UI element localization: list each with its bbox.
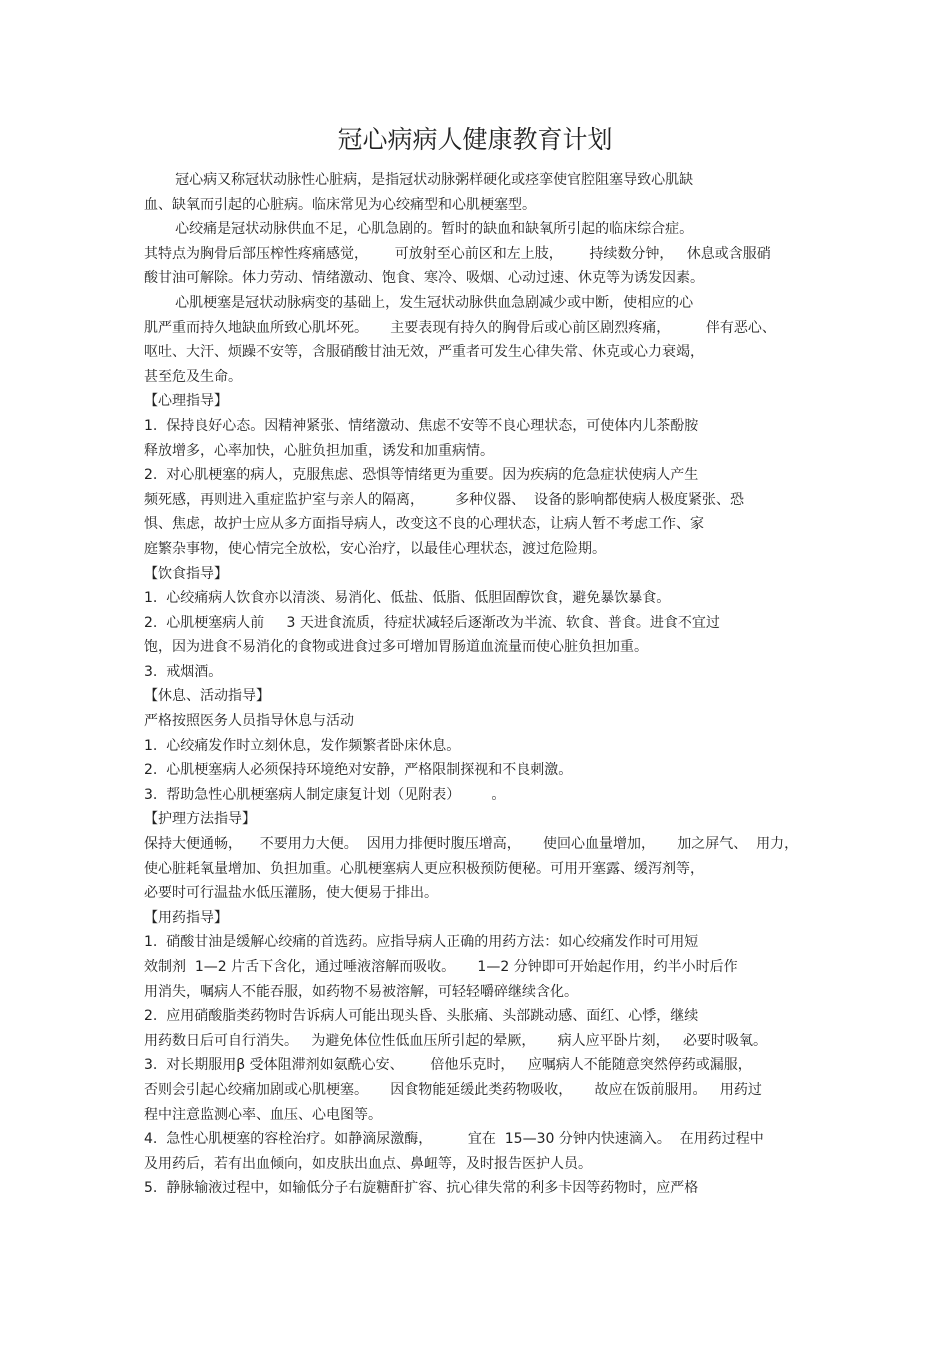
body-text-line: 庭繁杂事物，使心情完全放松，安心治疗，以最佳心理状态，渡过危险期。 [144,540,606,557]
body-text-line: 必要时可行温盐水低压灌肠，使大便易于排出。 [144,885,438,902]
body-text-line: 2. 心肌梗塞病人前 3 天进食流质，待症状减轻后逐渐改为半流、软食、普食。进食不宜过 [144,614,720,631]
body-text-line: 1. 心绞痛发作时立刻休息，发作频繁者卧床休息。 [144,737,461,754]
body-text-line: 3. 对长期服用β 受体阻滞剂如氨酰心安、 倍他乐克时， 应嘱病人不能随意突然停药或漏服， [144,1057,752,1074]
body-text-line: 程中注意监测心率、血压、心电图等。 [144,1106,382,1123]
section-heading: 【休息、活动指导】 [144,688,270,705]
body-text-line: 肌严重而持久地缺血所致心肌坏死。 主要表现有持久的胸骨后或心前区剧烈疼痛， 伴有恶心、 [144,319,776,336]
body-text-line: 保持大便通畅， 不要用力大便。 因用力排便时腹压增高， 使回心血量增加， 加之屏气、 用力， [144,836,799,853]
body-text-line: 效制剂 1—2 片舌下含化，通过唾液溶解而吸收。 1—2 分钟即可开始起作用，约半小时后作 [144,959,738,975]
body-text-line: 甚至危及生命。 [144,368,242,385]
document-body [144,168,814,1201]
body-text-line: 2. 应用硝酸脂类药物时告诉病人可能出现头昏、头胀痛、头部跳动感、面红、心悸，继续 [144,1008,699,1025]
body-text-line: 5. 静脉输液过程中，如输低分子右旋糖酐扩容、抗心律失常的利多卡因等药物时，应严格 [144,1180,699,1197]
section-heading: 【用药指导】 [144,909,228,926]
body-text-line: 2. 对心肌梗塞的病人，克服焦虑、恐惧等情绪更为重要。因为疾病的危急症状使病人产生 [144,467,699,484]
body-text-line: 4. 急性心肌梗塞的容栓治疗。如静滴尿激酶， 宜在 15—30 分钟内快速滴入。 在用药过程中 [144,1131,764,1148]
body-text-line: 1. 硝酸甘油是缓解心绞痛的首选药。应指导病人正确的用药方法：如心绞痛发作时可用短 [144,934,699,951]
body-text-line: 使心脏耗氧量增加、负担加重。心肌梗塞病人更应积极预防便秘。可用开塞露、缓泻剂等， [144,860,704,877]
body-text-line: 饱，因为进食不易消化的食物或进食过多可增加胃肠道血流量而使心脏负担加重。 [144,639,648,656]
body-text-line: 血、缺氧而引起的心脏病。临床常见为心绞痛型和心肌梗塞型。 [144,196,536,213]
body-text-line: 否则会引起心绞痛加剧或心肌梗塞。 因食物能延缓此类药物吸收， 故应在饭前服用。 用药过 [144,1081,762,1098]
body-text-line: 呕吐、大汗、烦躁不安等，含服硝酸甘油无效，严重者可发生心律失常、休克或心力衰竭， [144,344,704,361]
body-text-line: 2. 心肌梗塞病人必须保持环境绝对安静，严格限制探视和不良刺激。 [144,762,573,779]
body-text-line: 1. 心绞痛病人饮食亦以清淡、易消化、低盐、低脂、低胆固醇饮食，避免暴饮暴食。 [144,590,671,607]
body-text-line: 心肌梗塞是冠状动脉病变的基础上，发生冠状动脉供血急剧减少或中断，使相应的心 [144,294,694,311]
body-text-line: 惧、焦虑，故护士应从多方面指导病人，改变这不良的心理状态，让病人暂不考虑工作、家 [144,516,704,533]
body-text-line: 其特点为胸骨后部压榨性疼痛感觉， 可放射至心前区和左上肢， 持续数分钟， 休息或含服硝 [144,245,771,262]
body-text-line: 1. 保持良好心态。因精神紧张、情绪激动、焦虑不安等不良心理状态，可使体内儿茶酚胺 [144,417,699,434]
body-text-line: 用药数日后可自行消失。 为避免体位性低血压所引起的晕厥， 病人应平卧片刻， 必要时吸氧。 [144,1032,767,1049]
body-text-line: 频死感，再则进入重症监护室与亲人的隔离， 多种仪器、 设备的影响都使病人极度紧张、恐 [144,491,745,508]
body-text-line: 用消失，嘱病人不能吞服，如药物不易被溶解，可轻轻嚼碎继续含化。 [144,983,578,1000]
section-heading: 【心理指导】 [144,393,228,410]
section-heading: 【护理方法指导】 [144,811,256,828]
document-title: 冠心病病人健康教育计划 [337,125,613,154]
body-text-line: 释放增多，心率加快，心脏负担加重，诱发和加重病情。 [144,442,494,459]
body-text-line: 及用药后，若有出血倾向，如皮肤出血点、鼻衄等，及时报告医护人员。 [144,1155,592,1172]
body-text-line: 3. 戒烟酒。 [144,663,223,680]
body-text-line: 酸甘油可解除。体力劳动、情绪激动、饱食、寒冷、吸烟、心动过速、休克等为诱发因素。 [144,270,704,287]
body-text-line: 冠心病又称冠状动脉性心脏病，是指冠状动脉粥样硬化或痉挛使官腔阻塞导致心肌缺 [144,172,694,188]
body-text-line: 心绞痛是冠状动脉供血不足，心肌急剧的。暂时的缺血和缺氧所引起的临床综合症。 [144,221,694,238]
section-heading: 【饮食指导】 [144,565,228,582]
body-text-line: 严格按照医务人员指导休息与活动 [144,713,354,730]
body-text-line: 3. 帮助急性心肌梗塞病人制定康复计划（见附表） 。 [144,786,506,803]
